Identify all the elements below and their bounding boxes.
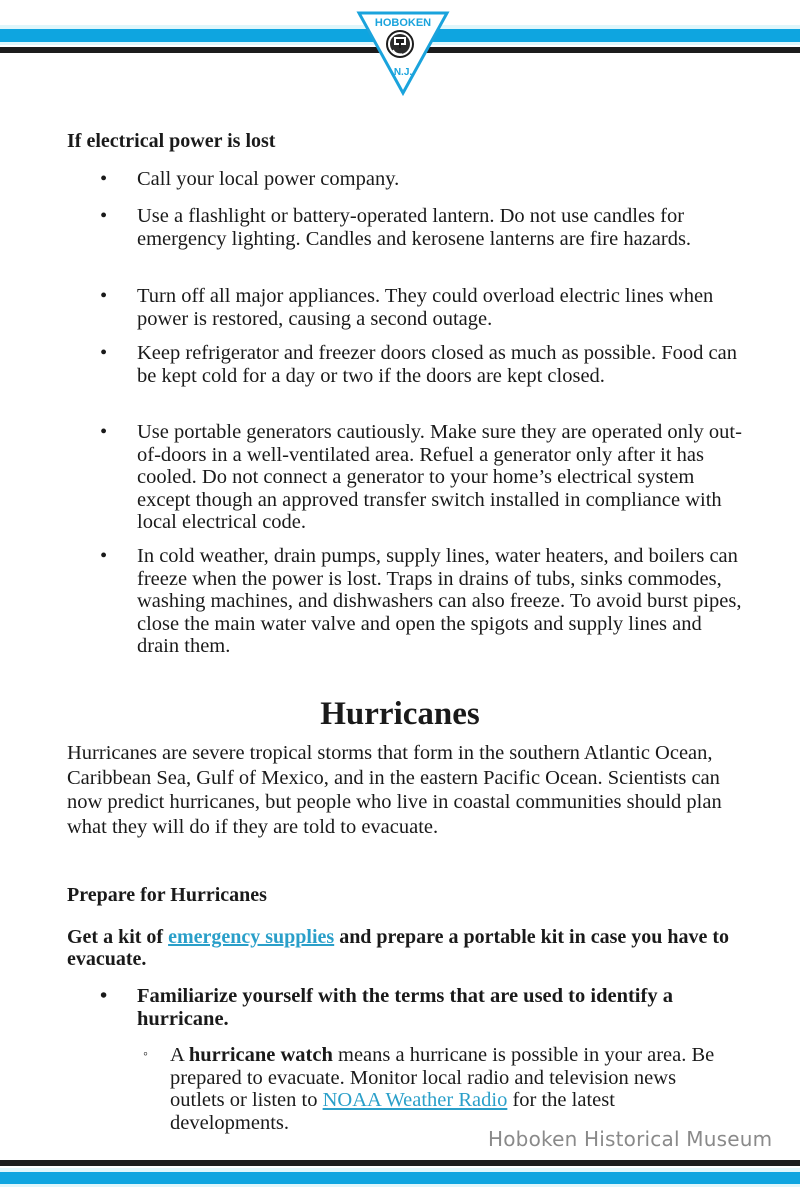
bullet-icon: • bbox=[100, 285, 108, 307]
museum-watermark: Hoboken Historical Museum bbox=[488, 1127, 773, 1151]
hoboken-logo bbox=[356, 10, 450, 96]
hoboken-seal-icon bbox=[356, 10, 450, 96]
kit-text-before: Get a kit of bbox=[67, 926, 169, 948]
hurricanes-intro: Hurricanes are severe tropical storms that form in the southern Atlantic Ocean, Caribbean Sea, Gulf of Mexico, and in the eastern Pacific Ocean. Scientists can now predict hurricanes, but people who live in coastal communities should plan what they will do if they are told to evacuate. bbox=[67, 742, 722, 838]
svg-text:HOBOKEN: HOBOKEN bbox=[374, 17, 432, 29]
hurricane-watch-term: hurricane watch bbox=[188, 1044, 333, 1066]
bullet-icon: • bbox=[100, 545, 108, 567]
power-heading: If electrical power is lost bbox=[67, 130, 276, 152]
list-item-text: Turn off all major appliances. They could overload electric lines when power is restored, causing a second outage. bbox=[137, 285, 714, 330]
bottom-stripe-black bbox=[0, 1160, 800, 1166]
list-item-text: In cold weather, drain pumps, supply lines, water heaters, and boilers can freeze when the power is lost. Traps in drains of tubs, sinks commodes, washing machines, and dishwashers can also freeze. To avoid burst pipes, close the main water valve and open the spigots and supply lines and drain them. bbox=[137, 545, 742, 657]
bullet-icon: • bbox=[100, 985, 108, 1007]
noaa-weather-radio-link[interactable]: NOAA Weather Radio bbox=[322, 1089, 508, 1111]
hollow-bullet-icon: ◦ bbox=[143, 1047, 148, 1062]
list-item-text: Call your local power company. bbox=[137, 168, 400, 190]
list-item-text: Familiarize yourself with the terms that are used to identify a hurricane. bbox=[137, 985, 673, 1030]
sub-text-body: means a hurricane is possible in your area. Be prepared to evacuate. Monitor local radio and television news outlets or listen to bbox=[170, 1044, 715, 1111]
sub-text-suffix: for the latest developments. bbox=[170, 1089, 615, 1134]
list-item-text: Use a flashlight or battery-operated lantern. Do not use candles for emergency lighting. Candles and kerosene lanterns are fire hazards. bbox=[137, 205, 692, 250]
prepare-heading: Prepare for Hurricanes bbox=[67, 884, 267, 906]
bullet-icon: • bbox=[100, 342, 108, 364]
bottom-stripe-light-2 bbox=[0, 1184, 800, 1187]
emergency-supplies-link[interactable]: emergency supplies bbox=[168, 926, 335, 948]
list-item-text: Keep refrigerator and freezer doors closed as much as possible. Food can be kept cold for a day or two if the doors are kept closed. bbox=[137, 342, 737, 387]
svg-text:N.J.: N.J. bbox=[393, 67, 413, 78]
bullet-icon: • bbox=[100, 421, 108, 443]
kit-text-after: and prepare a portable kit in case you have to evacuate. bbox=[67, 926, 730, 970]
list-item-text: Use portable generators cautiously. Make sure they are operated only out-of-doors in a well-ventilated area. Refuel a generator only after it has cooled. Do not connect a generator to your home’s electrical system except though an approved transfer switch installed in compliance with local electrical code. bbox=[137, 421, 742, 533]
section-title: Hurricanes bbox=[320, 696, 480, 732]
sub-text-prefix: A bbox=[170, 1044, 189, 1066]
bottom-stripe-blue bbox=[0, 1172, 800, 1184]
bullet-icon: • bbox=[100, 168, 108, 190]
sub-list-item-text bbox=[170, 1044, 730, 1134]
kit-instruction bbox=[67, 926, 747, 970]
bullet-icon: • bbox=[100, 205, 108, 227]
